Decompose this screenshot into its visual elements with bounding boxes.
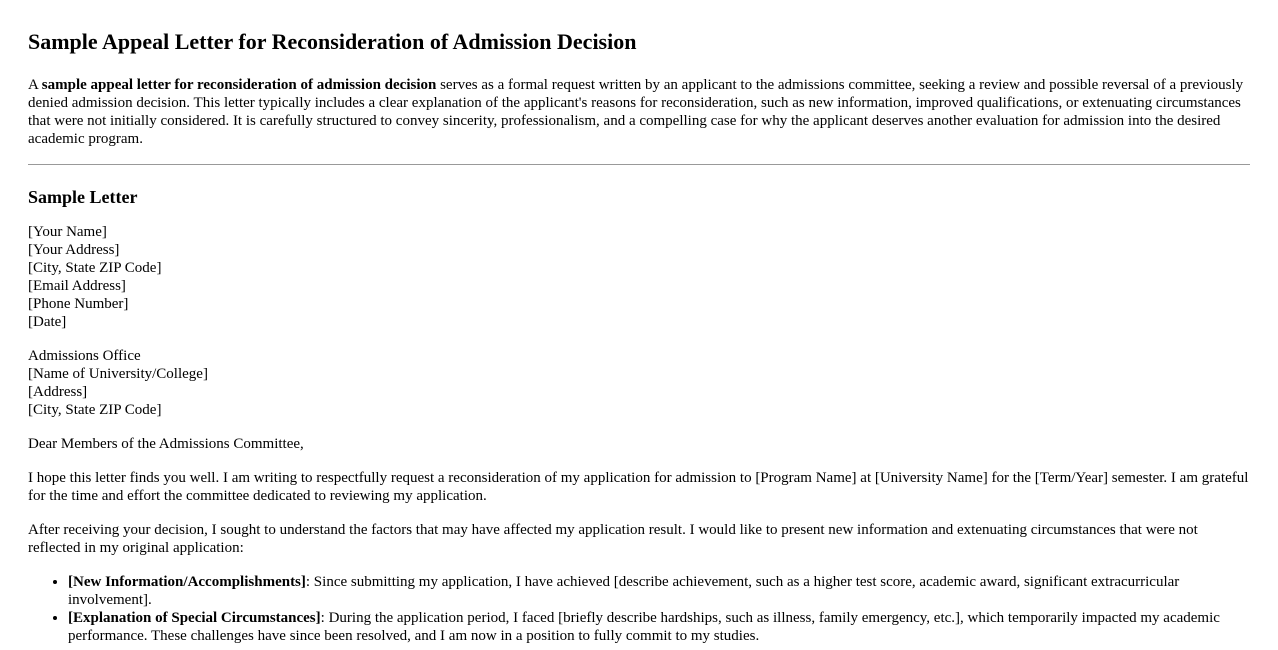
recipient-office: Admissions Office — [28, 348, 141, 364]
sender-phone: [Phone Number] — [28, 296, 129, 312]
sender-address-block — [28, 223, 1250, 331]
list-item-text: : During the application period, I faced [briefly describe hardships, such as illness, family emergency, etc.], which temporarily impacted my academic performance. These challenges have since been resolved, and I am now in a position to fully commit to my studies. — [68, 610, 1220, 644]
salutation: Dear Members of the Admissions Committee, — [28, 436, 304, 452]
recipient-address-block — [28, 347, 1250, 419]
recipient-address: [Address] — [28, 384, 88, 400]
list-item-bold: [New Information/Accomplishments] — [68, 574, 306, 590]
recipient-city-state-zip: [City, State ZIP Code] — [28, 402, 162, 418]
intro-prefix: A — [28, 77, 42, 93]
sender-name: [Your Name] — [28, 224, 107, 240]
page-title: Sample Appeal Letter for Reconsideration of Admission Decision — [28, 29, 637, 54]
circumstances-list — [28, 573, 1250, 645]
intro-paragraph — [28, 76, 1250, 148]
letter-paragraph-2: After receiving your decision, I sought to understand the factors that may have affected my application result. I would like to present new information and extenuating circumstances that were not reflected in my original application: — [28, 522, 1198, 556]
list-item — [68, 609, 1250, 645]
recipient-university: [Name of University/College] — [28, 366, 208, 382]
list-item — [68, 573, 1250, 609]
intro-rest: serves as a formal request written by an applicant to the admissions committee, seeking a review and possible reversal of a previously denied admission decision. This letter typically includes a clear explanation of the applicant's reasons for reconsideration, such as new information, improved qualifications, or extenuating circumstances that were not initially considered. It is carefully structured to convey sincerity, professionalism, and a compelling case for why the applicant deserves another evaluation for admission into the desired academic program. — [28, 77, 1244, 147]
sender-date: [Date] — [28, 314, 67, 330]
sender-address: [Your Address] — [28, 242, 120, 258]
document-page — [28, 0, 1250, 645]
list-item-text: : Since submitting my application, I have achieved [describe achievement, such as a higher test score, academic award, significant extracurricular involvement]. — [68, 574, 1180, 608]
intro-bold-phrase: sample appeal letter for reconsideration of admission decision — [41, 77, 437, 93]
section-heading: Sample Letter — [28, 187, 138, 207]
list-item-bold: [Explanation of Special Circumstances] — [68, 610, 321, 626]
section-divider — [28, 164, 1250, 165]
letter-paragraph-1: I hope this letter finds you well. I am writing to respectfully request a reconsideration of my application for admission to [Program Name] at [University Name] for the [Term/Year] semester. I am grateful for the time and effort the committee dedicated to reviewing my application. — [28, 470, 1249, 504]
sender-city-state-zip: [City, State ZIP Code] — [28, 260, 162, 276]
sender-email: [Email Address] — [28, 278, 126, 294]
